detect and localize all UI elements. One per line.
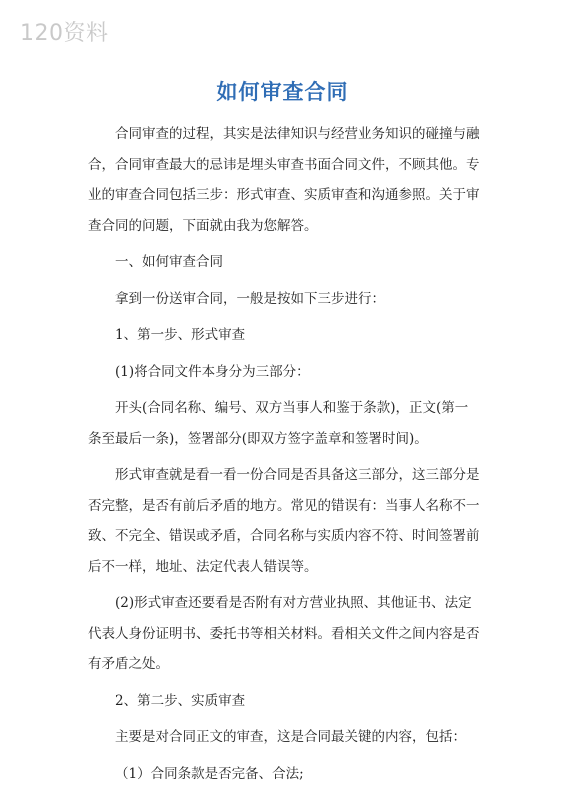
document-body [88, 119, 480, 795]
section-heading: 一、如何审查合同 [115, 254, 223, 270]
list-item: （1）合同条款是否完备、合法; [115, 765, 304, 782]
paragraph: 主要是对合同正文的审查，这是合同最关键的内容，包括： [115, 729, 466, 745]
document-title: 如何审查合同 [216, 79, 349, 104]
step-heading: 1、第一步、形式审查 [115, 327, 246, 343]
paragraph: 形式审查就是看一看一份合同是否具备这三部分，这三部分是否完整，是否有前后矛盾的地方。常见的错误有：当事人名称不一致、不完全、错误或矛盾，合同名称与实质内容不符、时间签署前后不一样，地址、法定代表人错误等。 [88, 467, 480, 575]
step-heading: 2、第二步、实质审查 [115, 692, 246, 709]
paragraph: (2)形式审查还要看是否附有对方营业执照、其他证书、法定代表人身份证明书、委托书等相关材料。看相关文件之间内容是否有矛盾之处。 [88, 595, 480, 672]
paragraph: 开头(合同名称、编号、双方当事人和鉴于条款)，正文(第一条至最后一条)，签署部分(即双方签字盖章和签署时间)。 [88, 400, 469, 447]
paragraph: (1)将合同文件本身分为三部分： [115, 363, 310, 380]
watermark: 120资料 [20, 21, 109, 46]
paragraph: 拿到一份送审合同，一般是按如下三步进行： [115, 290, 385, 307]
intro-paragraph: 合同审查的过程，其实是法律知识与经营业务知识的碰撞与融合，合同审查最大的忌讳是埋头审查书面合同文件，不顾其他。专业的审查合同包括三步：形式审查、实质审查和沟通参照。关于审查合同的问题，下面就由我为您解答。 [88, 126, 480, 234]
